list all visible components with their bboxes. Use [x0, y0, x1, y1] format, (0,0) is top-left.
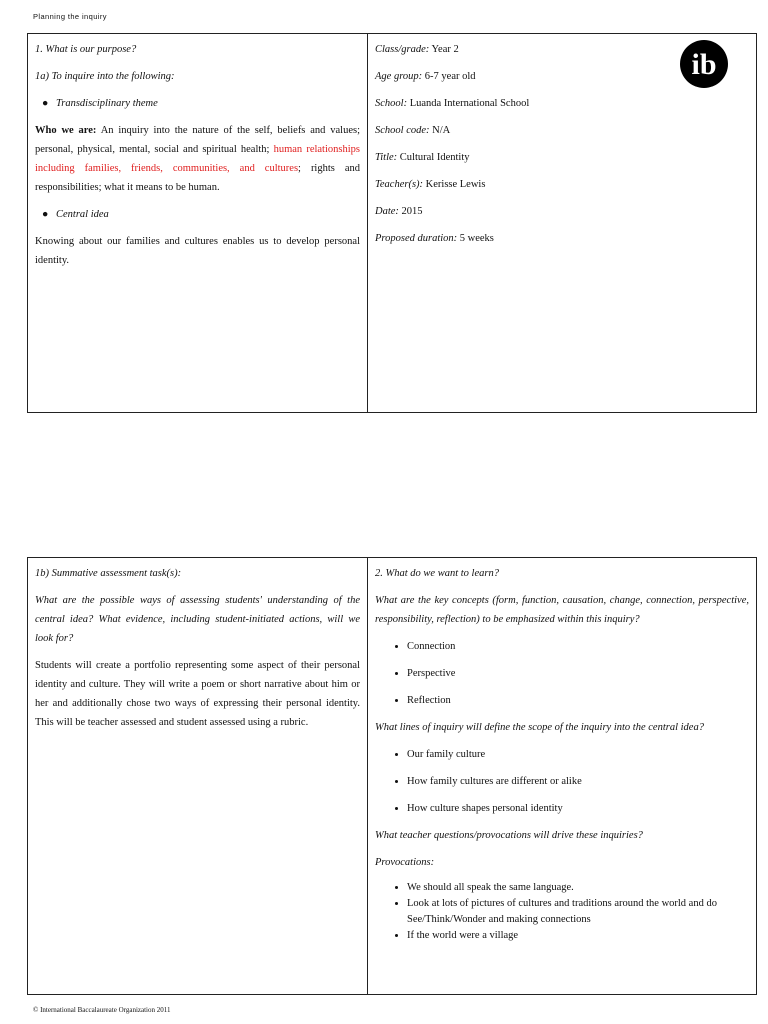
list-item: • How culture shapes personal identity [407, 799, 749, 818]
learning-heading: 2. What do we want to learn? [375, 568, 499, 579]
field-value: Year 2 [429, 44, 459, 55]
list-item: • Reflection [407, 691, 749, 710]
field-duration [375, 229, 749, 248]
theme-text-1: An inquiry into the nature of the self, beliefs and values; personal, physical, mental, social and spiritual health; [35, 125, 360, 155]
field-label: School code: [375, 125, 430, 136]
list-item: • How family cultures are different or alike [407, 772, 749, 791]
assessment-heading: 1b) Summative assessment task(s): [35, 568, 182, 579]
theme-description [35, 121, 360, 197]
field-date [375, 202, 749, 221]
field-value: Luanda International School [407, 98, 530, 109]
inquire-subheading: 1a) To inquire into the following: [35, 71, 175, 82]
field-title [375, 148, 749, 167]
bullet-icon: ● [42, 98, 49, 109]
field-label: School: [375, 98, 408, 109]
field-value: 6-7 year old [422, 71, 476, 82]
purpose-table [27, 33, 757, 413]
assessment-answer: Students will create a portfolio representing some aspect of their personal identity and culture. They will write a poem or short narrative about him or her and additionally chose two ways of expressing their personal identity. This will be teacher assessed and student assessed using a rubric. [35, 660, 360, 728]
page-header: Planning the inquiry [33, 12, 107, 21]
bullet-icon: ● [42, 209, 49, 220]
theme-label: Transdisciplinary theme [56, 98, 158, 109]
field-teacher [375, 175, 749, 194]
learning-cell [368, 558, 756, 994]
ib-logo [676, 38, 736, 90]
unit-details-cell [368, 34, 756, 412]
assessment-question: What are the possible ways of assessing students' understanding of the central idea? What evidence, including student-initiated actions, will we look for? [35, 595, 360, 644]
field-school-code [375, 121, 749, 140]
provocations-list [375, 880, 749, 944]
field-value: 5 weeks [457, 233, 494, 244]
field-label: Class/grade: [375, 44, 430, 55]
list-item: • Perspective [407, 664, 749, 683]
field-value: Cultural Identity [397, 152, 470, 163]
list-item: • If the world were a village [407, 928, 749, 944]
list-item: • Look at lots of pictures of cultures and traditions around the world and do See/Think/Wonder and making connections [407, 896, 749, 928]
purpose-cell [28, 34, 368, 412]
central-label-row [35, 205, 360, 224]
lines-question: What lines of inquiry will define the scope of the inquiry into the central idea? [375, 722, 704, 733]
theme-label-row [35, 94, 360, 113]
provocations-label: Provocations: [375, 857, 435, 868]
assessment-learning-table [27, 557, 757, 995]
list-item: • Our family culture [407, 745, 749, 764]
ib-logo-icon [676, 38, 736, 90]
field-school [375, 94, 749, 113]
field-value: Kerisse Lewis [423, 179, 486, 190]
field-label: Teacher(s): [375, 179, 424, 190]
field-label: Proposed duration: [375, 233, 458, 244]
purpose-heading: 1. What is our purpose? [35, 44, 137, 55]
theme-text-2: ; rights and responsibilities; what it means to be human. [35, 163, 360, 193]
central-idea-label: Central idea [56, 209, 109, 220]
logo-text: ib [691, 48, 717, 81]
assessment-cell [28, 558, 368, 994]
field-label: Title: [375, 152, 398, 163]
field-value: 2015 [398, 206, 423, 217]
concepts-question: What are the key concepts (form, function, causation, change, connection, perspective, responsibility, reflection) to be emphasized within this inquiry? [375, 595, 749, 625]
field-label: Age group: [375, 71, 423, 82]
copyright-footer: © International Baccalaureate Organization 2011 [33, 1006, 171, 1014]
concepts-list [375, 637, 749, 710]
theme-name: Who we are: [35, 125, 97, 136]
list-item: • Connection [407, 637, 749, 656]
teacher-question: What teacher questions/provocations will drive these inquiries? [375, 830, 643, 841]
list-item: • We should all speak the same language. [407, 880, 749, 896]
lines-list [375, 745, 749, 818]
theme-text-highlight: human relationships including families, friends, communities, and cultures [35, 144, 360, 174]
central-idea-text: Knowing about our families and cultures enables us to develop personal identity. [35, 236, 360, 266]
field-label: Date: [375, 206, 399, 217]
field-value: N/A [429, 125, 451, 136]
